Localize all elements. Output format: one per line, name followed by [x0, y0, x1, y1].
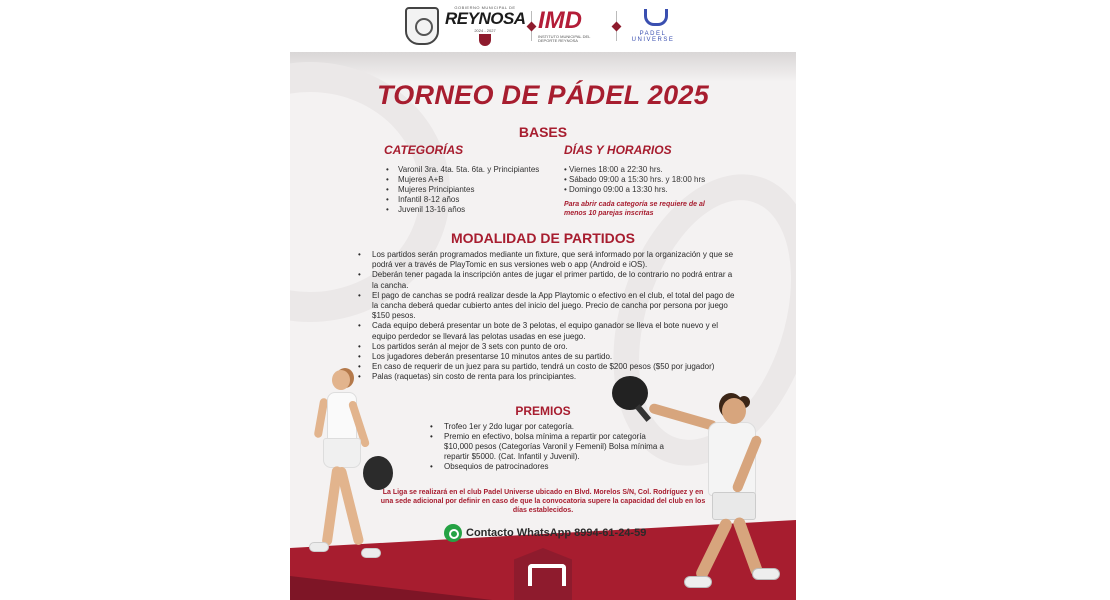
- header-bar: [0, 0, 1110, 52]
- imd-logo-name: IMD: [538, 7, 582, 34]
- list-item-text: Palas (raquetas) sin costo de renta para los principiantes.: [372, 372, 577, 382]
- list-item: [430, 422, 670, 432]
- list-bullet: •: [358, 341, 361, 351]
- list-item: • Infantil 8-12 años: [386, 195, 539, 205]
- modalidad-list: [358, 250, 736, 383]
- list-item: [358, 270, 736, 290]
- list-item-text: Deberán tener pagada la inscripción antes de jugar el primer partido, de lo contrario no podrá entrar a la cancha.: [372, 270, 733, 290]
- padel-racket-icon: [363, 456, 393, 490]
- woman-head: [332, 370, 350, 390]
- list-bullet: •: [430, 432, 433, 441]
- woman-shoe: [309, 542, 329, 552]
- man-shorts: [712, 492, 756, 520]
- woman-shoe-right: [361, 548, 381, 558]
- list-item: • Viernes 18:00 a 22:30 hrs.: [564, 165, 663, 174]
- man-leg: [694, 517, 734, 582]
- reynosa-logo-subtitle: GOBIERNO MUNICIPAL DE: [454, 5, 516, 10]
- list-item: [358, 342, 736, 352]
- modalidad-heading: MODALIDAD DE PARTIDOS: [450, 230, 636, 246]
- list-item: • Domingo 09:00 a 13:30 hrs.: [564, 185, 668, 194]
- list-item: • Juvenil 13-16 años: [386, 205, 539, 215]
- list-bullet: •: [430, 462, 433, 471]
- imd-logo-subtitle: INSTITUTO MUNICIPAL DEL DEPORTE REYNOSA: [538, 34, 591, 43]
- bases-heading: BASES: [518, 124, 568, 140]
- man-shoe: [684, 576, 712, 588]
- whatsapp-contact-label: Contacto WhatsApp 8994-61-24-59: [466, 527, 647, 539]
- whatsapp-icon: [444, 524, 462, 542]
- padel-universe-name: PADEL UNIVERSE: [631, 31, 675, 43]
- categoria-requirement-note: Para abrir cada categoría se requiere de al menos 10 parejas inscritas: [564, 201, 705, 217]
- woman-skirt: [323, 438, 361, 468]
- reynosa-logo-years: 2024 - 2027: [474, 28, 496, 33]
- logo-group: [405, 4, 683, 48]
- dias-list: [564, 165, 705, 195]
- venue-info-text: La Liga se realizará en el club Padel Universe ubicado en Blvd. Morelos S/N, Col. Rodríguez y en una sede adicional por definir en caso de que la convocatoria supere la capacidad del club en los días establecidos.: [380, 489, 706, 514]
- categorias-heading: CATEGORÍAS: [384, 143, 464, 157]
- logo-divider: [531, 11, 532, 41]
- list-bullet: •: [358, 362, 361, 372]
- list-item: • Varonil 3ra. 4ta. 5ta. 6ta. y Principiantes: [386, 165, 539, 175]
- padel-universe-mark-icon: [642, 9, 664, 29]
- list-item-text: El pago de canchas se podrá realizar desde la App Playtomic o efectivo en el club, el total del pago de la cancha deberá quedar cubierto antes del inicio del juego. Precio de cancha por persona por juego $150 pesos.: [372, 290, 735, 321]
- list-item: [358, 250, 736, 270]
- list-item-text: Los partidos serán programados mediante un fixture, que será informado por la organización y que se podrá ver a través de PlayTomic en sus versiones web o app (Android e iOS).: [372, 250, 734, 270]
- reynosa-logo: [445, 6, 525, 46]
- logo-divider: [616, 11, 617, 41]
- list-bullet: •: [358, 270, 361, 280]
- list-item: [358, 362, 736, 372]
- list-bullet: •: [358, 290, 361, 300]
- list-item: [358, 321, 736, 341]
- list-item-text: Los jugadores deberán presentarse 10 minutos antes de su partido.: [372, 352, 613, 362]
- poster-title: TORNEO DE PÁDEL 2025: [376, 80, 710, 110]
- dias-heading: DÍAS Y HORARIOS: [564, 143, 672, 157]
- list-item: [358, 352, 736, 362]
- list-item-text: Premio en efectivo, bolsa mínima a repartir por categoría $10,000 pesos (Categorías Varonil y Femenil) Bolsa mínima a repartir $5000. (Cat. Infantil y Juvenil).: [444, 432, 664, 461]
- list-item: • Sábado 09:00 a 15:30 hrs. y 18:00 hrs: [564, 175, 706, 184]
- list-bullet: •: [358, 321, 361, 331]
- imd-logo: [538, 9, 610, 43]
- list-item: • Mujeres Principiantes: [386, 185, 539, 195]
- list-item-text: Los partidos serán al mejor de 3 sets con punto de oro.: [372, 341, 568, 351]
- reynosa-logo-name: REYNOSA: [445, 9, 526, 28]
- municipal-seal-icon: [405, 7, 439, 45]
- list-bullet: •: [358, 352, 361, 362]
- man-shoe-right: [752, 568, 780, 580]
- padel-universe-logo: [623, 9, 683, 43]
- list-bullet: •: [430, 422, 433, 431]
- premios-heading: PREMIOS: [515, 404, 571, 418]
- reynosa-shield-icon: [479, 34, 491, 46]
- woman-leg-right: [335, 466, 364, 546]
- categorias-list: [386, 165, 539, 215]
- whatsapp-contact[interactable]: [444, 524, 646, 542]
- list-item-text: En caso de requerir de un juez para su partido, tendrá un costo de $200 pesos ($50 por jugador): [372, 362, 715, 372]
- list-item-text: Cada equipo deberá presentar un bote de 3 pelotas, el equipo ganador se lleva el bote nuevo y el equipo perdedor se llevará las pelotas usadas en ese juego.: [372, 321, 719, 341]
- premios-list: [430, 422, 670, 472]
- woman-player-illustration: [305, 370, 385, 565]
- list-item-text: Obsequios de patrocinadores: [444, 462, 549, 471]
- list-item: [358, 372, 736, 382]
- list-item: [430, 462, 670, 472]
- list-bullet: •: [358, 250, 361, 259]
- list-item: • Mujeres A+B: [386, 175, 539, 185]
- list-bullet: •: [358, 372, 361, 382]
- list-item: [430, 432, 670, 462]
- list-item-text: Trofeo 1er y 2do lugar por categoría.: [444, 422, 574, 431]
- list-item: [358, 291, 736, 322]
